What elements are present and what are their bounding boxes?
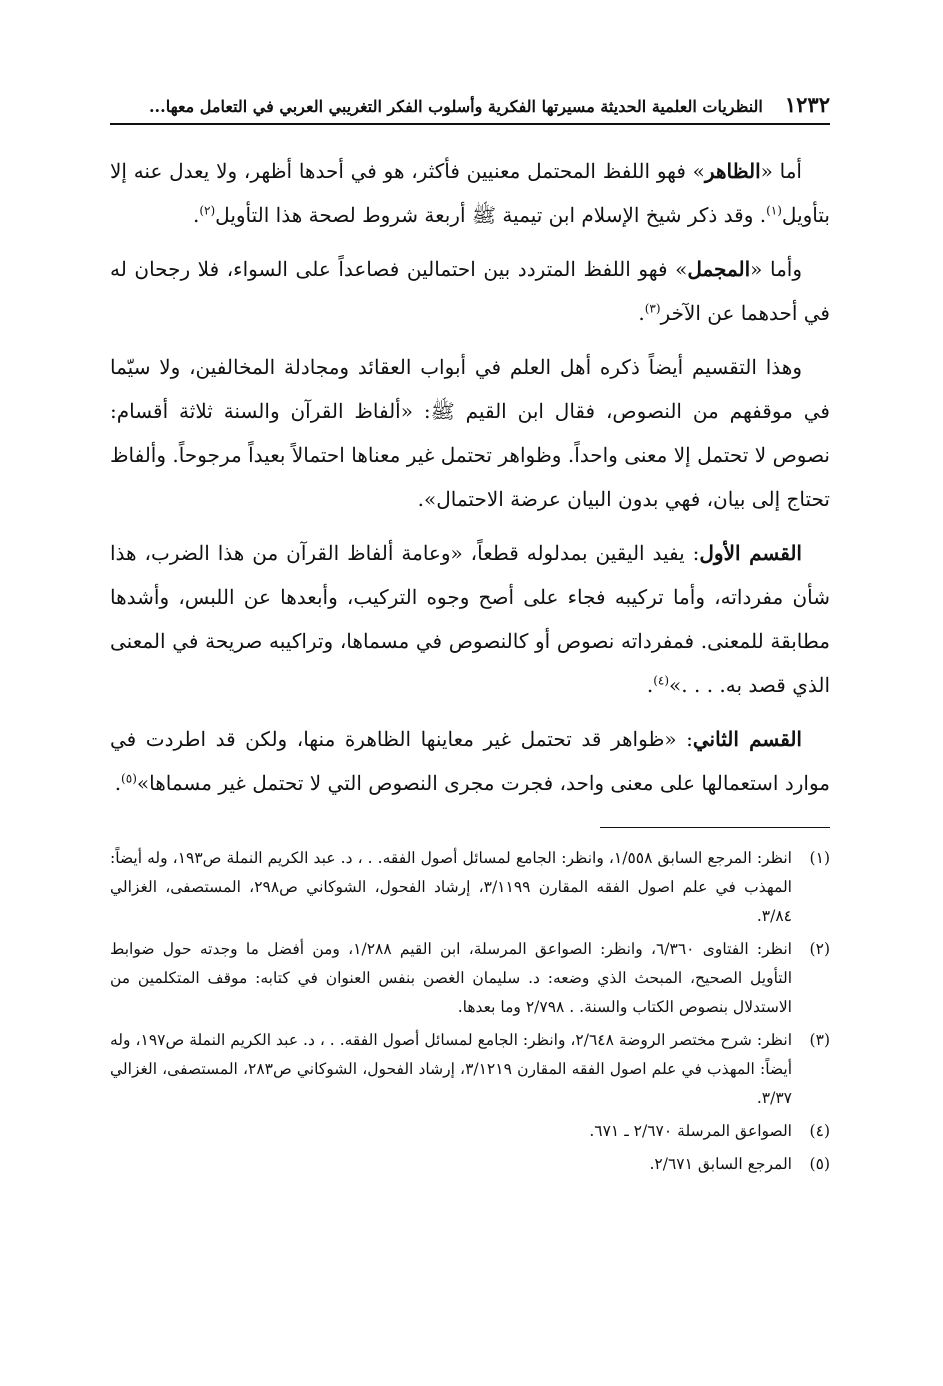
footnote xyxy=(110,1150,830,1179)
term-mujmal: المجمل xyxy=(687,257,751,281)
footnote-ref[interactable]: (٥) xyxy=(121,771,137,786)
footnote-number: (٥) xyxy=(809,1155,830,1173)
page-number: ١٢٣٢ xyxy=(784,92,830,117)
footnote-divider xyxy=(600,827,830,828)
paragraph-text: أما « xyxy=(760,159,802,183)
paragraph-text: : «ظواهر قد تحتمل غير معاينها الظاهرة منها، ولكن قد اطردت في موارد استعمالها على معنى واحد، فجرت مجرى النصوص التي لا تحتمل غير مسماها» xyxy=(110,727,830,795)
footnote-text: الصواعق المرسلة ٢/٦٧٠ ـ ٦٧١. xyxy=(589,1122,792,1140)
paragraph-mujmal xyxy=(110,247,830,335)
paragraph-text: . وقد ذكر شيخ الإسلام ابن تيمية ﷺ أربعة شروط لصحة هذا التأويل xyxy=(215,203,767,227)
main-text xyxy=(110,149,830,805)
paragraph-text: وأما « xyxy=(750,257,802,281)
paragraph-text: » فهو اللفظ المحتمل معنيين فأكثر، هو في أحدها أظهر، ولا يعدل عنه إلا بتأويل xyxy=(110,159,830,227)
paragraph-text: . xyxy=(114,771,122,795)
footnote-ref[interactable]: (٣) xyxy=(644,301,661,316)
paragraph-first-section xyxy=(110,531,830,707)
footnotes xyxy=(110,844,830,1179)
footnote-text: المرجع السابق ٢/٦٧١. xyxy=(649,1155,792,1173)
footnote-number: (١) xyxy=(809,849,830,867)
paragraph-second-section xyxy=(110,717,830,805)
footnote-number: (٢) xyxy=(809,940,830,958)
footnote-number: (٤) xyxy=(809,1122,830,1140)
book-page xyxy=(110,92,830,1183)
paragraph-zahir xyxy=(110,149,830,237)
paragraph-text: . xyxy=(192,203,200,227)
footnote-text: انظر: المرجع السابق ١/٥٥٨، وانظر: الجامع لمسائل أصول الفقه. . ، د. عبد الكريم النملة ص١٩٣، وله أيضاً: المهذب في علم اصول الفقه المقارن ٣/١١٩٩، إرشاد الفحول، الشوكاني ص٢٩٨، المستصفى، الغزالي ٣/٨٤. xyxy=(110,849,792,925)
paragraph-text: وهذا التقسيم أيضاً ذكره أهل العلم في أبواب العقائد ومجادلة المخالفين، ولا سيّما في موقفهم من النصوص، فقال ابن القيم ﷺ: «ألفاظ القرآن والسنة ثلاثة أقسام: نصوص لا تحتمل إلا معنى واحداً. وظواهر تحتمل غير معناها احتمالاً بعيداً مرجوحاً. وألفاظ تحتاج إلى بيان، فهي بدون البيان عرضة الاحتمال». xyxy=(110,355,830,511)
footnote-ref[interactable]: (٢) xyxy=(199,203,216,218)
footnote xyxy=(110,844,830,931)
running-title: النظريات العلمية الحديثة مسيرتها الفكرية وأسلوب الفكر التغريبي العربي في التعامل معها... xyxy=(148,97,763,116)
paragraph-text: . xyxy=(646,673,654,697)
heading-first-section: القسم الأول xyxy=(699,541,802,565)
paragraph-text: » فهو اللفظ المتردد بين احتمالين فصاعداً على السواء، فلا رجحان له في أحدهما عن الآخر xyxy=(110,257,830,325)
paragraph-division xyxy=(110,345,830,521)
page-header xyxy=(110,92,830,125)
footnote-text: انظر: شرح مختصر الروضة ٢/٦٤٨، وانظر: الجامع لمسائل أصول الفقه. . ، د. عبد الكريم النملة ص١٩٧، وله أيضاً: المهذب في علم اصول الفقه المقارن ٣/١٢١٩، إرشاد الفحول، الشوكاني ص٢٨٣، المستصفى، الغزالي ٣/٣٧. xyxy=(110,1031,793,1107)
footnote-number: (٣) xyxy=(809,1031,830,1049)
footnote-ref[interactable]: (٤) xyxy=(653,673,670,688)
term-zahir: الظاهر xyxy=(704,159,761,183)
footnote-text: انظر: الفتاوى ٦/٣٦٠، وانظر: الصواعق المرسلة، ابن القيم ١/٢٨٨، ومن أفضل ما وجدته حول ضوابط التأويل الصحيح، المبحث الذي وضعه: د. سليمان الغصن بنفس العنوان في كتابه: موقف المتكلمين من الاستدلال بنصوص الكتاب والسنة. . ٢/٧٩٨ وما بعدها. xyxy=(110,940,792,1016)
footnote xyxy=(110,1117,830,1146)
footnote xyxy=(110,935,830,1022)
heading-second-section: القسم الثاني xyxy=(692,727,802,751)
footnote xyxy=(110,1026,830,1113)
paragraph-text: : يفيد اليقين بمدلوله قطعاً، «وعامة ألفاظ القرآن من هذا الضرب، هذا شأن مفرداته، وأما تركيبه فجاء على أصح وجوه التركيب، وأبعدها عن اللبس، وأشدها مطابقة للمعنى. فمفرداته نصوص أو كالنصوص في مسماها، وتراكيبه صريحة في المعنى الذي قصد به. . . .» xyxy=(110,541,830,697)
paragraph-text: . xyxy=(638,301,645,325)
footnote-ref[interactable]: (١) xyxy=(766,203,782,218)
